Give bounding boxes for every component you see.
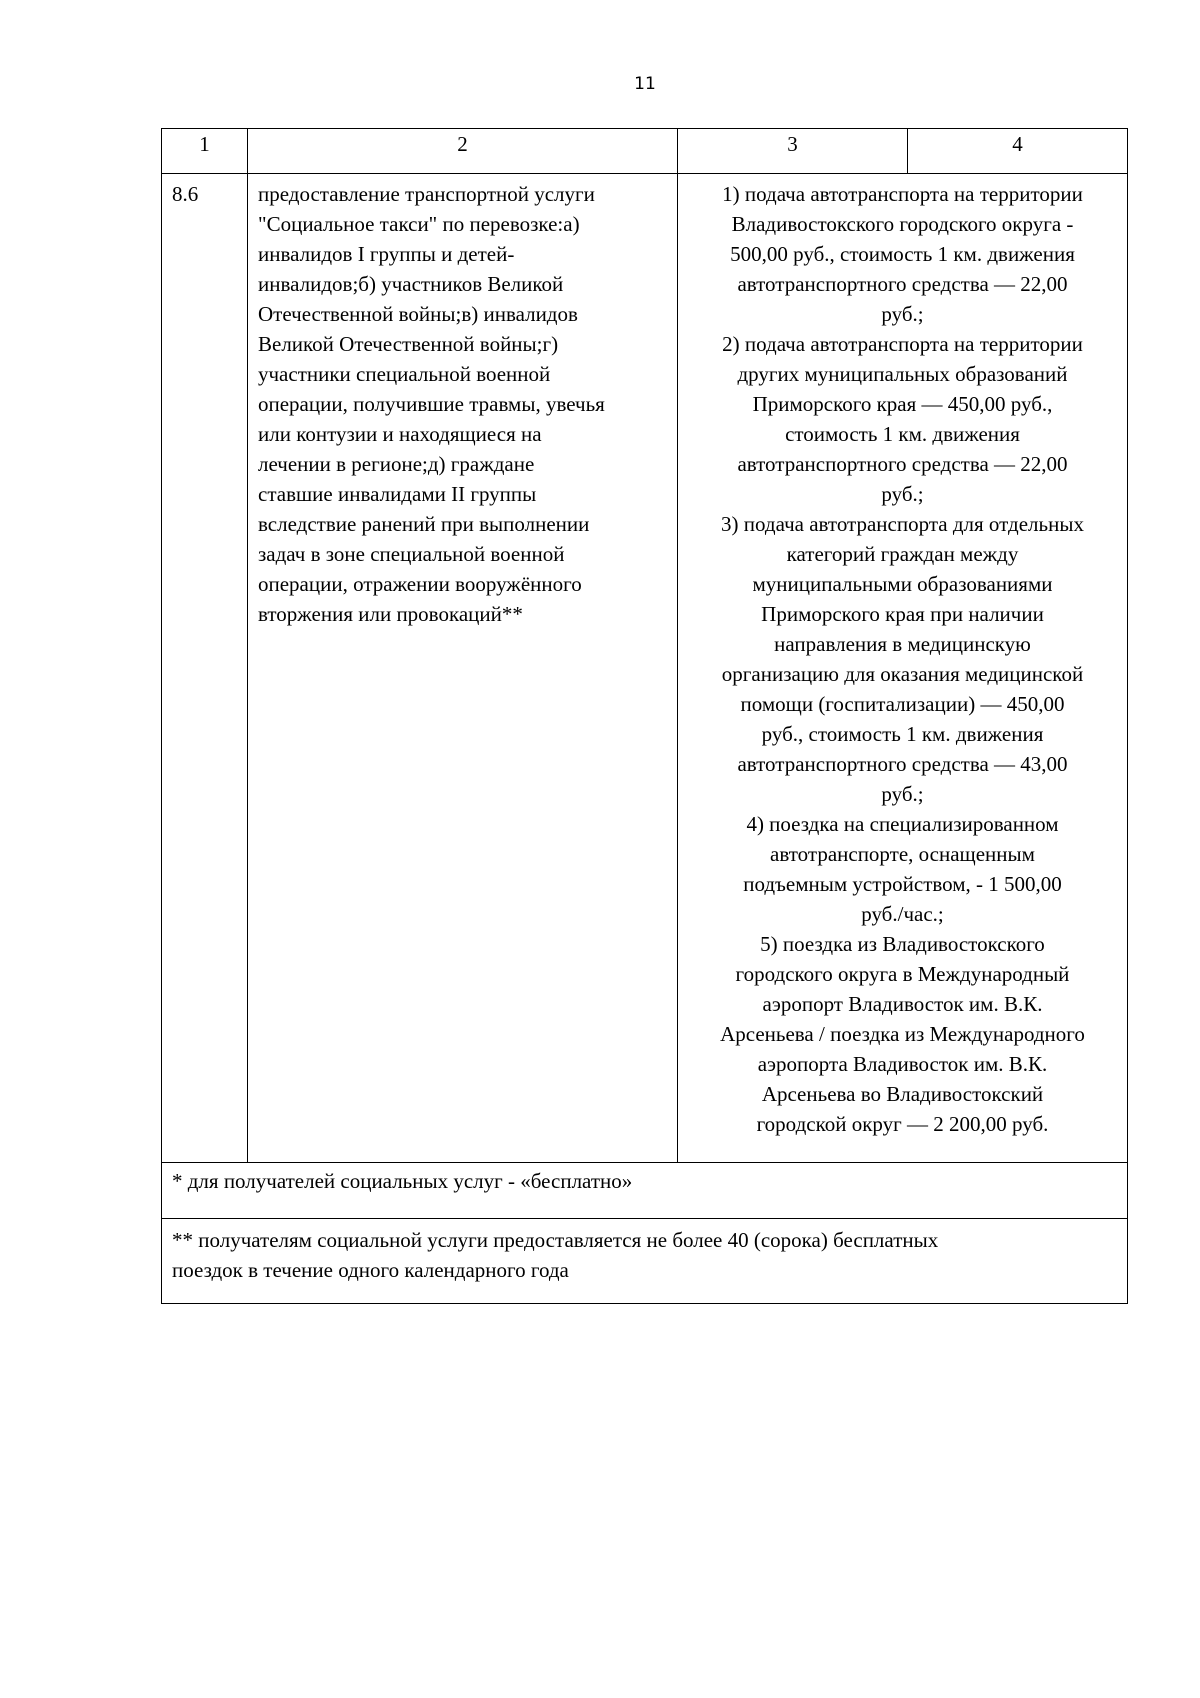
service-name-line: вследствие ранений при выполнении bbox=[258, 512, 590, 536]
service-name-line: Великой Отечественной войны;г) bbox=[258, 332, 559, 356]
tariff-line: 5) поездка из Владивостокского bbox=[760, 932, 1045, 956]
tariff-line: руб., стоимость 1 км. движения bbox=[761, 722, 1044, 746]
tariff-line: 1) подача автотранспорта на территории bbox=[722, 182, 1083, 206]
service-name-line: лечении в регионе;д) граждане bbox=[258, 452, 535, 476]
service-name-line: задач в зоне специальной военной bbox=[258, 542, 565, 566]
service-name-line: операции, получившие травмы, увечья bbox=[258, 392, 605, 416]
header-col-1: 1 bbox=[162, 129, 248, 174]
tariff-line: автотранспорте, оснащенным bbox=[770, 842, 1035, 866]
page-number: 11 bbox=[634, 74, 656, 94]
tariff-line: городского округа в Международный bbox=[735, 962, 1070, 986]
tariff-line: руб.; bbox=[881, 482, 924, 506]
row-number: 8.6 bbox=[162, 174, 248, 1163]
footnote-2-line: поездок в течение одного календарного года bbox=[172, 1258, 569, 1282]
tariff-line: 2) подача автотранспорта на территории bbox=[722, 332, 1083, 356]
footnote-row-2 bbox=[162, 1219, 1128, 1304]
service-name-line: участники специальной военной bbox=[258, 362, 551, 386]
service-name-cell bbox=[248, 174, 678, 1163]
tariff-line: организацию для оказания медицинской bbox=[721, 662, 1084, 686]
tariff-table bbox=[161, 128, 1128, 1304]
tariff-line: Владивостокского городского округа - bbox=[731, 212, 1074, 236]
header-col-4: 4 bbox=[908, 129, 1128, 174]
service-name-line: "Социальное такси" по перевозке:а) bbox=[258, 212, 580, 236]
tariff-line: подъемным устройством, - 1 500,00 bbox=[743, 872, 1062, 896]
tariff-line: городской округ — 2 200,00 руб. bbox=[756, 1112, 1049, 1136]
tariff-line: руб./час.; bbox=[861, 902, 944, 926]
tariff-line: 4) поездка на специализированном bbox=[746, 812, 1059, 836]
footnote-2 bbox=[162, 1219, 1128, 1304]
tariff-line: стоимость 1 км. движения bbox=[785, 422, 1020, 446]
service-name-line: инвалидов;б) участников Великой bbox=[258, 272, 564, 296]
tariff-line: категорий граждан между bbox=[786, 542, 1019, 566]
service-name-line: операции, отражении вооружённого bbox=[258, 572, 582, 596]
service-name-line: Отечественной войны;в) инвалидов bbox=[258, 302, 578, 326]
service-name-line: вторжения или провокаций** bbox=[258, 602, 523, 626]
table-row bbox=[162, 174, 1128, 1163]
tariff-line: помощи (госпитализации) — 450,00 bbox=[740, 692, 1065, 716]
tariff-line: руб.; bbox=[881, 302, 924, 326]
tariff-line: других муниципальных образований bbox=[737, 362, 1068, 386]
tariff-line: муниципальными образованиями bbox=[752, 572, 1053, 596]
header-col-2: 2 bbox=[248, 129, 678, 174]
table-header-row bbox=[162, 129, 1128, 174]
footnote-1-text: * для получателей социальных услуг - «бесплатно» bbox=[172, 1169, 633, 1193]
service-name-line: предоставление транспортной услуги bbox=[258, 182, 595, 206]
header-col-3: 3 bbox=[678, 129, 908, 174]
tariff-line: аэропорта Владивосток им. В.К. bbox=[757, 1052, 1048, 1076]
tariff-line: 3) подача автотранспорта для отдельных bbox=[721, 512, 1084, 536]
tariff-line: Арсеньева во Владивостокский bbox=[761, 1082, 1044, 1106]
service-name-line: инвалидов I группы и детей- bbox=[258, 242, 515, 266]
tariff-description-cell bbox=[678, 174, 1128, 1163]
footnote-row-1 bbox=[162, 1163, 1128, 1219]
service-name-line: ставшие инвалидами II группы bbox=[258, 482, 537, 506]
tariff-line: аэропорт Владивосток им. В.К. bbox=[762, 992, 1043, 1016]
tariff-line: автотранспортного средства — 22,00 bbox=[737, 452, 1068, 476]
footnote-1 bbox=[162, 1163, 1128, 1219]
tariff-line: 500,00 руб., стоимость 1 км. движения bbox=[730, 242, 1075, 266]
tariff-line: автотранспортного средства — 43,00 bbox=[737, 752, 1068, 776]
tariff-line: направления в медицинскую bbox=[774, 632, 1031, 656]
tariff-line: Арсеньева / поездка из Международного bbox=[720, 1022, 1085, 1046]
service-name-line: или контузии и находящиеся на bbox=[258, 422, 542, 446]
tariff-line: руб.; bbox=[881, 782, 924, 806]
footnote-2-line: ** получателям социальной услуги предоставляется не более 40 (сорока) бесплатных bbox=[172, 1228, 939, 1252]
tariff-line: автотранспортного средства — 22,00 bbox=[737, 272, 1068, 296]
tariff-line: Приморского края — 450,00 руб., bbox=[752, 392, 1053, 416]
tariff-line: Приморского края при наличии bbox=[761, 602, 1044, 626]
